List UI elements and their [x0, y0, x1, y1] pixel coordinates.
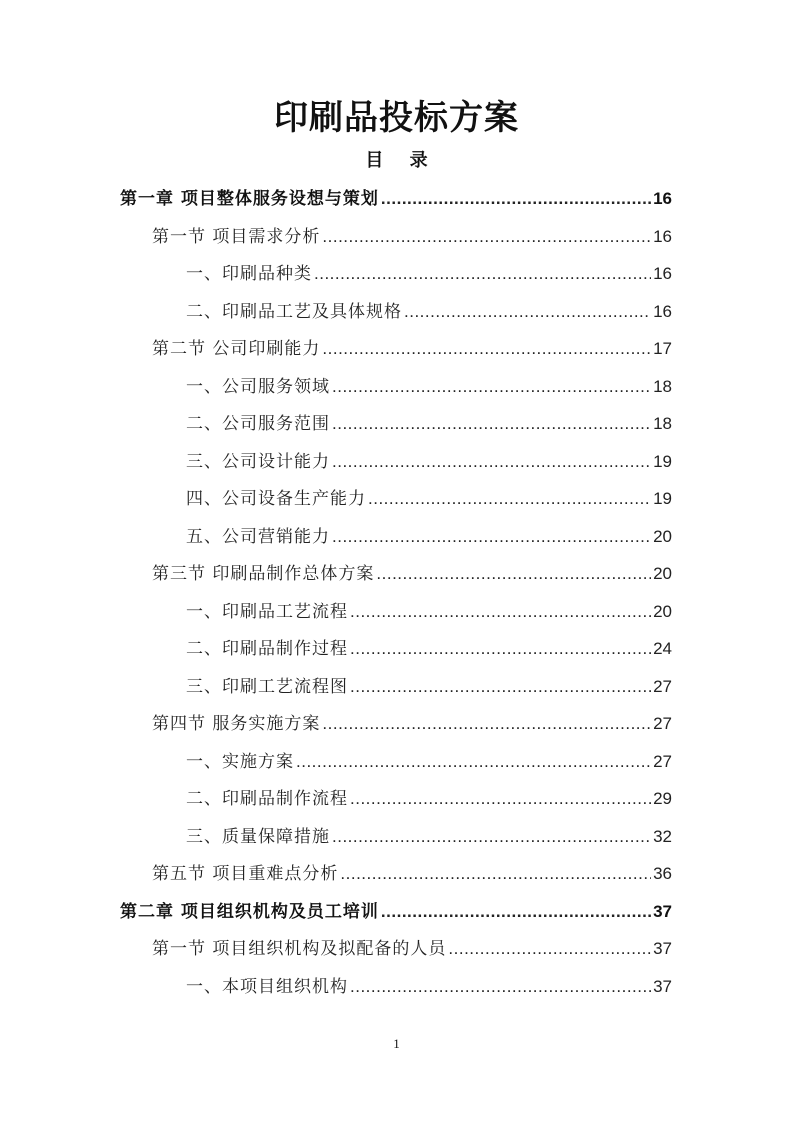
- toc-entry-label: 第四节 服务实施方案: [152, 714, 321, 734]
- dot-leader: [322, 226, 651, 248]
- toc-entry-page: 19: [653, 489, 672, 508]
- toc-entry-chapter[interactable]: [120, 889, 672, 923]
- toc-entry-item[interactable]: [186, 626, 672, 660]
- toc-entry-item[interactable]: [186, 401, 672, 435]
- toc-entry-item[interactable]: [186, 364, 672, 398]
- toc-entry-section[interactable]: [152, 926, 672, 960]
- dot-leader: [350, 788, 651, 810]
- toc-entry-label: 第一章 项目整体服务设想与策划: [120, 189, 379, 209]
- dot-leader: [332, 826, 651, 848]
- toc-entry-page: 37: [653, 939, 672, 958]
- toc-entry-label: 二、印刷品制作流程: [186, 789, 348, 809]
- toc-entry-page: 37: [653, 901, 672, 921]
- dot-leader: [322, 338, 651, 360]
- toc-entry-item[interactable]: [186, 514, 672, 548]
- toc-entry-label: 第三节 印刷品制作总体方案: [152, 564, 375, 584]
- toc-entry-item[interactable]: [186, 814, 672, 848]
- toc-entry-page: 27: [653, 714, 672, 733]
- dot-leader: [332, 376, 651, 398]
- toc-entry-section[interactable]: [152, 214, 672, 248]
- toc-entry-page: 16: [653, 301, 672, 321]
- toc-entry-page: 27: [653, 676, 672, 696]
- toc-entry-label: 一、本项目组织机构: [186, 976, 348, 997]
- toc-entry-label: 三、印刷工艺流程图: [186, 676, 348, 697]
- toc-entry-label: 二、印刷品制作过程: [186, 639, 348, 659]
- dot-leader: [368, 488, 651, 510]
- toc-entry-label: 二、印刷品工艺及具体规格: [186, 301, 402, 322]
- dot-leader: [376, 563, 651, 585]
- toc-entry-label: 第二章 项目组织机构及员工培训: [120, 901, 379, 922]
- toc-entry-label: 第二节 公司印刷能力: [152, 339, 321, 359]
- toc-entry-page: 29: [653, 789, 672, 808]
- toc-entry-section[interactable]: [152, 551, 672, 585]
- toc-entry-page: 19: [653, 451, 672, 471]
- toc-entry-section[interactable]: [152, 701, 672, 735]
- toc-entry-page: 37: [653, 976, 672, 996]
- toc-entry-label: 三、质量保障措施: [186, 826, 330, 847]
- toc-entry-label: 一、实施方案: [186, 751, 294, 772]
- toc-entry-chapter[interactable]: [120, 176, 672, 210]
- toc-entry-page: 16: [653, 226, 672, 246]
- toc-entry-label: 第一节 项目组织机构及拟配备的人员: [152, 939, 447, 959]
- dot-leader: [296, 751, 651, 773]
- toc-entry-label: 一、公司服务领域: [186, 376, 330, 397]
- dot-leader: [332, 526, 651, 548]
- toc-entry-page: 18: [653, 376, 672, 396]
- dot-leader: [332, 413, 651, 435]
- dot-leader: [448, 938, 651, 960]
- toc-entry-page: 32: [653, 826, 672, 846]
- toc-entry-item[interactable]: [186, 589, 672, 623]
- dot-leader: [404, 301, 651, 323]
- toc-entry-label: 四、公司设备生产能力: [186, 489, 366, 509]
- toc-heading: 目 录: [365, 150, 438, 171]
- toc-entry-page: 27: [653, 751, 672, 771]
- dot-leader: [350, 601, 651, 623]
- toc-entry-label: 第五节 项目重难点分析: [152, 864, 339, 884]
- toc-entry-section[interactable]: [152, 326, 672, 360]
- dot-leader: [340, 863, 651, 885]
- toc-entry-page: 17: [653, 339, 672, 358]
- dot-leader: [381, 901, 651, 923]
- dot-leader: [350, 638, 651, 660]
- toc-entry-page: 20: [653, 601, 672, 621]
- toc-entry-page: 36: [653, 864, 672, 883]
- toc-entry-item[interactable]: [186, 251, 672, 285]
- toc-entry-page: 20: [653, 564, 672, 583]
- toc-entry-page: 24: [653, 639, 672, 658]
- dot-leader: [322, 713, 651, 735]
- dot-leader: [350, 676, 651, 698]
- toc-entry-item[interactable]: [186, 776, 672, 810]
- toc-entry-page: 18: [653, 414, 672, 433]
- toc-entry-item[interactable]: [186, 439, 672, 473]
- toc-entry-item[interactable]: [186, 664, 672, 698]
- toc-entry-label: 三、公司设计能力: [186, 451, 330, 472]
- toc-entry-page: 20: [653, 526, 672, 546]
- toc-entry-item[interactable]: [186, 476, 672, 510]
- dot-leader: [332, 451, 651, 473]
- toc-entry-label: 二、公司服务范围: [186, 414, 330, 434]
- dot-leader: [381, 188, 651, 210]
- toc-entry-label: 一、印刷品工艺流程: [186, 601, 348, 622]
- dot-leader: [314, 263, 651, 285]
- document-title: 印刷品投标方案: [274, 98, 519, 138]
- toc-entry-section[interactable]: [152, 851, 672, 885]
- toc-entry-label: 五、公司营销能力: [186, 526, 330, 547]
- page-number: 1: [393, 1036, 400, 1051]
- dot-leader: [350, 976, 651, 998]
- toc-entry-label: 第一节 项目需求分析: [152, 226, 321, 247]
- toc-entry-item[interactable]: [186, 739, 672, 773]
- toc-entry-item[interactable]: [186, 964, 672, 998]
- toc-entry-page: 16: [653, 264, 672, 283]
- toc-entry-item[interactable]: [186, 289, 672, 323]
- toc-entry-page: 16: [653, 189, 672, 208]
- toc-entry-label: 一、印刷品种类: [186, 264, 312, 284]
